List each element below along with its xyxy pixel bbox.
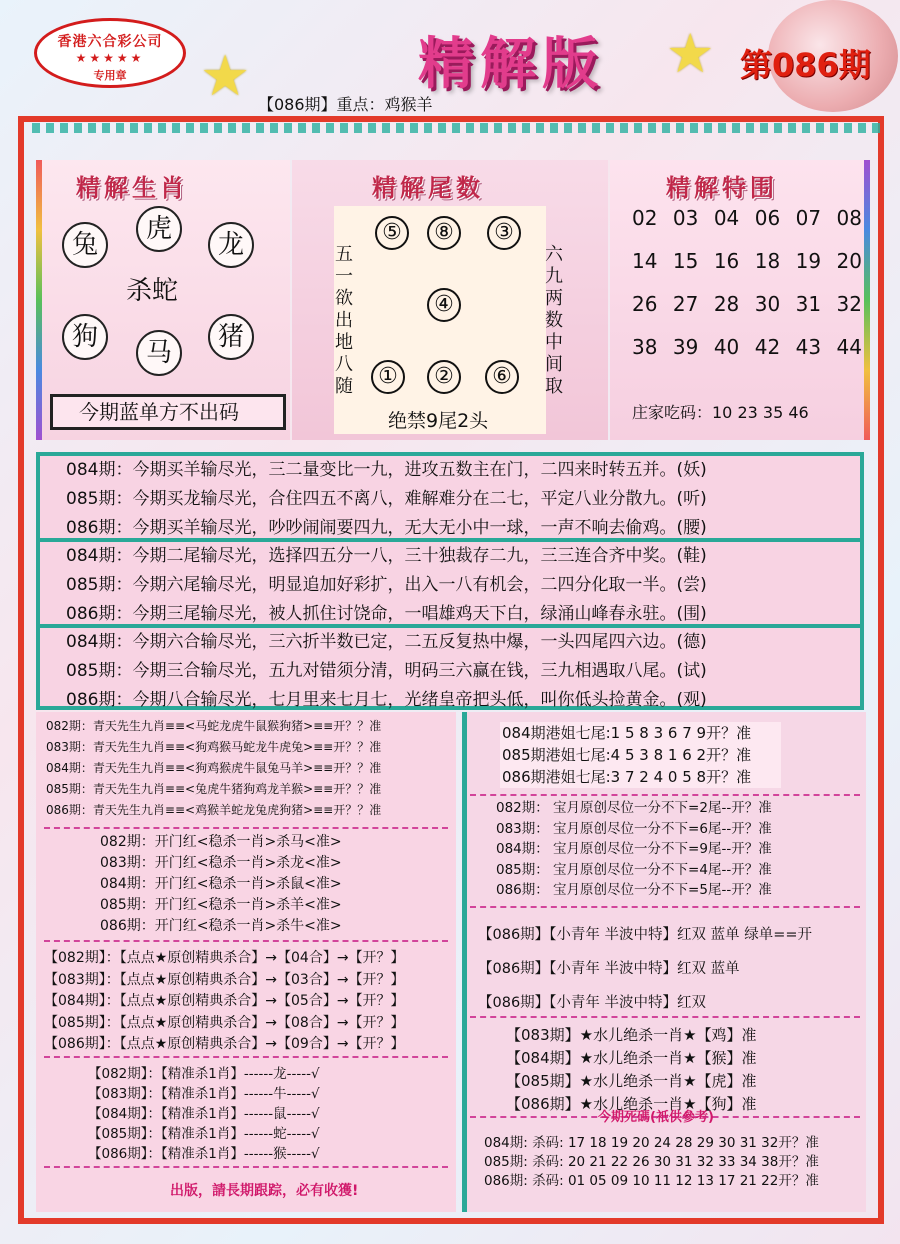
list-item: 【086期】：【点点★原创精典杀合】→【09合】→【开？】 [44,1036,405,1052]
banker-numbers: 庄家吃码：10 23 35 46 [632,403,809,422]
list-item: 【083期】★水儿绝杀一肖★【鸡】准 [506,1026,757,1044]
tema-row [632,335,862,378]
list-item: 083期： 宝月原创尽位一分不下=6尾--开？准 [496,820,772,837]
baoyue-list [496,798,772,901]
slogan: 出版，請長期跟踪，必有收獲! [170,1183,359,1199]
bobo-list [478,918,812,1020]
left-vertical-text: 五一欲出地八随 [335,244,353,397]
list-item: 【086期】：【精准杀1肖】------猴-----√ [88,1146,320,1162]
list-item: 【083期】：【精准杀1肖】------牛-----√ [88,1086,320,1102]
poem-line: 085期：今期六尾输尽光，明显追加好彩扩，出入一八有机会，二四分化取一半。(尝) [66,575,707,595]
list-item: 084期港姐七尾:1 5 8 3 6 7 9开？准 [502,724,752,742]
list-item: 085期: 杀码: 20 21 22 26 30 31 32 33 34 38开？准 [484,1154,819,1170]
kaimen-list [100,832,342,937]
divider [470,794,860,796]
zodiac-circle: 兔 [62,222,108,268]
tema-number: 18 [754,249,781,273]
tema-number: 03 [672,206,699,230]
zodiac-circle: 虎 [136,206,182,252]
tema-number: 02 [632,206,658,230]
list-item: 【082期】：【点点★原创精典杀合】→【04合】→【开？】 [44,950,405,966]
zodiac-circle: 马 [136,330,182,376]
tema-number: 42 [754,335,781,359]
list-item: 084期：青天先生九肖≡≡<狗鸡猴虎牛鼠兔马羊>≡≡开？？准 [46,761,382,775]
dian-list [44,948,405,1056]
divider [470,906,860,908]
tema-number: 32 [836,292,862,316]
tail-number: ⑤ [375,216,409,250]
gangjie-list [500,722,781,788]
poem-line: 085期：今期三合输尽光，五九对错须分清，明码三六赢在钱，三九相遇取八尾。(试) [66,661,707,681]
tema-number: 04 [713,206,740,230]
tema-number: 20 [836,249,862,273]
list-item: 086期： 宝月原创尽位一分不下=5尾--开？准 [496,882,772,898]
list-item: 【083期】：【点点★原创精典杀合】→【03合】→【开？】 [44,971,405,988]
tema-row [632,206,862,249]
right-vertical-text: 六九两数中间取 [545,244,563,397]
tema-number: 26 [632,292,658,316]
wave-border [32,123,882,133]
list-item: 082期： 宝月原创尽位一分不下=2尾--开？准 [496,800,772,816]
weishu-title: 精解尾数 [372,173,484,202]
tema-number: 39 [672,335,699,359]
blue-note-box: 今期蓝单方不出码 [50,394,286,430]
zodiac-circle: 猪 [208,314,254,360]
list-item: 【084期】：【点点★原创精典杀合】→【05合】→【开？】 [44,993,405,1009]
list-item: 【086期】【小青年 半波中特】红双 [478,995,707,1011]
tail-number: ② [427,360,461,394]
tema-number: 40 [713,335,740,359]
divider [470,1016,860,1018]
list-item: 084期： 宝月原创尽位一分不下=9尾--开？准 [496,841,772,857]
weishu-footer: 绝禁9尾2头 [388,410,489,432]
list-item: 084期: 杀码: 17 18 19 20 24 28 29 30 31 32开？准 [484,1135,819,1151]
divider [44,827,448,829]
poem-line: 085期：今期买龙输尽光，合住四五不离八，难解难分在二七，平定八业分散九。(听) [66,489,707,509]
seal-bottom-text: 专用章 [93,69,127,82]
list-item: 086期: 杀码: 01 05 09 10 11 12 13 17 21 22开？准 [484,1173,819,1189]
list-item: 【085期】：【精准杀1肖】------蛇-----√ [88,1126,320,1142]
tail-number: ① [371,360,405,394]
tema-number: 27 [672,292,699,316]
list-item: 086期港姐七尾:3 7 2 4 0 5 8开？准 [502,768,752,786]
list-item: 【084期】：【精准杀1肖】------鼠-----√ [88,1106,320,1122]
tema-number: 07 [795,206,822,230]
poem-combo-block [36,624,864,710]
tail-number: ③ [487,216,521,250]
issue-number: 第086期 [740,46,871,84]
list-item: 084期：开门红<稳杀一肖>杀鼠<准> [100,876,342,892]
company-seal [34,18,186,88]
poem-line: 084期：今期买羊输尽光，三二量变比一九，进攻五数主在门，二四来时转五并。(妖) [66,460,707,480]
list-item: 085期： 宝月原创尽位一分不下=4尾--开？准 [496,861,772,878]
tema-row [632,292,862,335]
tema-row [632,249,862,292]
tail-number: ⑧ [427,216,461,250]
list-item: 085期：青天先生九肖≡≡<兔虎牛猪狗鸡龙羊猴>≡≡开？？准 [46,782,382,796]
tema-number: 38 [632,335,658,359]
poem-line: 084期：今期六合输尽光，三六折半数已定，二五反复热中爆，一头四尾四六边。(德) [66,632,707,652]
divider [44,1056,448,1058]
list-item: 085期：开门红<稳杀一肖>杀羊<准> [100,897,342,913]
list-item: 【086期】【小青年 半波中特】红双 蓝单 [478,961,740,977]
list-item: 【085期】：【点点★原创精典杀合】→【08合】→【开？】 [44,1014,405,1031]
list-item: 086期：青天先生九肖≡≡<鸡猴羊蛇龙兔虎狗猪>≡≡开？？准 [46,803,382,817]
tema-number: 30 [754,292,781,316]
poem-tail-block [36,538,864,630]
jingzhun-list [88,1064,320,1164]
rainbow-bar [36,160,42,440]
list-item: 【086期】【小青年 半波中特】红双 蓝单 绿单==开 [478,927,813,943]
zodiac-circle: 狗 [62,314,108,360]
page-title: 精解版 [418,31,604,97]
tema-number: 19 [795,249,822,273]
tema-number: 16 [713,249,740,273]
rainbow-bar [864,160,870,440]
shengxiao-title: 精解生肖 [76,173,188,202]
poem-line: 086期：今期八合输尽光，七月里来七月七，光绪皇帝把头低，叫你低头捡黄金。(观) [66,690,707,710]
tema-number: 28 [713,292,740,316]
poem-line: 084期：今期二尾输尽光，选择四五分一八，三十独裁存二九，三三连合齐中奖。(鞋) [66,546,707,566]
list-item: 【086期】★水儿绝杀一肖★【狗】准 [506,1095,757,1113]
tema-title: 精解特围 [666,173,778,202]
list-item: 083期：青天先生九肖≡≡<狗鸡猴马蛇龙牛虎兔>≡≡开？？准 [46,740,382,754]
zodiac-circle: 龙 [208,222,254,268]
tema-number: 06 [754,206,781,230]
shuier-list [506,1024,757,1116]
divider [44,1166,448,1168]
list-item: 082期：青天先生九肖≡≡<马蛇龙虎牛鼠猴狗猪>≡≡开？？准 [46,719,382,733]
tema-number: 14 [632,249,658,273]
focus-label: 【086期】重点：鸡猴羊 [258,95,433,114]
star-icon: ★ [200,44,251,109]
seal-top-text: 香港六合彩公司 [57,34,163,50]
divider [44,940,448,942]
list-item: 083期：开门红<稳杀一肖>杀龙<准> [100,855,342,871]
tema-number: 31 [795,292,822,316]
poem-zodiac-block [36,452,864,544]
sima-list [484,1134,819,1191]
tail-number: ⑥ [485,360,519,394]
tema-grid [632,206,862,378]
dead-numbers-title: 今期死碼(衹供參考) [598,1110,714,1125]
star-icon: ★ [666,22,715,85]
tema-number: 15 [672,249,699,273]
list-item: 086期：开门红<稳杀一肖>杀牛<准> [100,918,342,934]
list-item: 082期：开门红<稳杀一肖>杀马<准> [100,834,342,850]
qingtian-list [46,716,381,821]
list-item: 【084期】★水儿绝杀一肖★【猴】准 [506,1049,757,1067]
tema-number: 43 [795,335,822,359]
seal-stars: ★★★★★ [75,51,145,65]
kill-zodiac: 杀蛇 [126,276,179,306]
poem-line: 086期：今期三尾输尽光，被人抓住讨饶命，一唱雄鸡天下白，绿涌山峰春永驻。(围) [66,604,707,624]
list-item: 085期港姐七尾:4 5 3 8 1 6 2开？准 [502,746,752,764]
tema-number: 44 [836,335,862,359]
list-item: 【082期】：【精准杀1肖】------龙-----√ [88,1066,320,1082]
tema-number: 08 [836,206,862,230]
list-item: 【085期】★水儿绝杀一肖★【虎】准 [506,1072,757,1090]
poem-line: 086期：今期买羊输尽光，吵吵闹闹要四九，无大无小中一球，一声不响去偷鸡。(腰) [66,518,707,538]
tail-number: ④ [427,288,461,322]
